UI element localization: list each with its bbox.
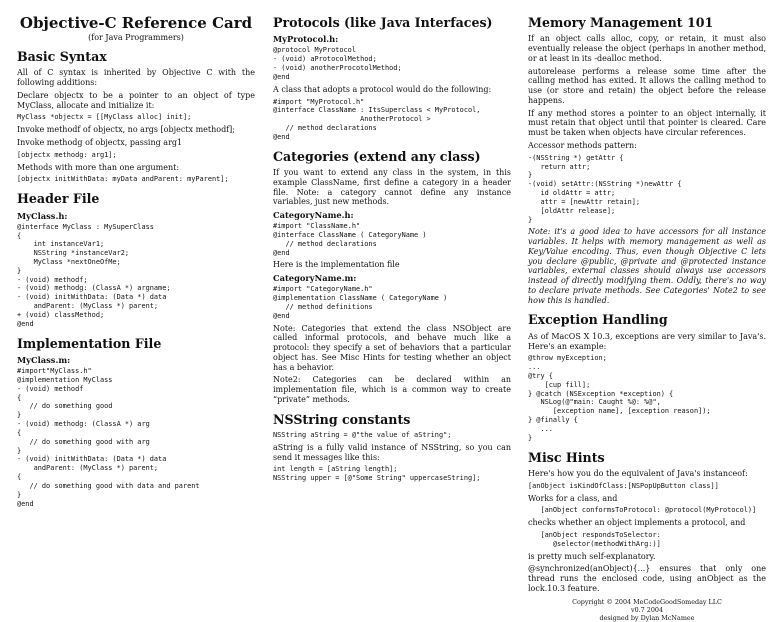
column-middle <box>273 10 511 486</box>
header-file-label: MyClass.h: <box>17 210 68 221</box>
code-implementation-file: #import"MyClass.h" @implementation MyClass - (void) methodf { // do something good } - (void) methodg: (ClassA *) arg { // do something good with arg } - (void) initWithData: (Data *) data andParent: (MyClass *) parent; { // do something good with data and parent } @end <box>17 367 200 508</box>
code-exceptions: @throw myException; ... @try { [cup fill]; } @catch (NSException *exception) { NSLog(@"main: Caught %@: %@", [exception name], [exception reason]); } @finally { ... } <box>528 354 711 442</box>
misc-instanceof-text: Here's how you do the equivalent of Java's instanceof: <box>528 469 748 479</box>
code-conformstoprotocol: [anObject conformsToProtocol: @protocol(MyProtocol)] <box>528 506 757 515</box>
categories-heading: Categories (extend any class) <box>273 148 481 164</box>
nsstring-text: aString is a fully valid instance of NSString, so you can send it messages like this: <box>273 442 511 462</box>
code-init-with-data: [objectx initWithData: myData andParent: myParent]; <box>17 175 229 184</box>
exceptions-intro: As of MacOS X 10.3, exceptions are very similar to Java's. Here's an example: <box>528 331 766 351</box>
memory-p3: If any method stores a pointer to an object internally, it must retain that object until that pointer is cleared. Care must be taken when objects have circular references. <box>528 108 766 138</box>
header-file-heading: Header File <box>17 191 100 207</box>
footer-version: v0.7 2004 <box>630 605 664 614</box>
category-header-label: CategoryName.h: <box>273 210 354 221</box>
categories-note2: Note2: Categories can be declared within an implementation file, which is a common way to create “private” methods. <box>273 375 511 404</box>
exceptions-heading: Exception Handling <box>528 312 668 328</box>
code-accessors: -(NSString *) getAttr { return attr; } -(void) setAttr:(NSString *)newAttr { id oldAttr = attr; attr = [newAttr retain]; [oldAttr release]; } <box>528 153 682 224</box>
basic-syntax-heading: Basic Syntax <box>17 49 107 64</box>
memory-p2: autorelease performs a release some time after the calling method has exited. It allows the calling method to use (or store and retain) the object before the release happens. <box>528 66 766 105</box>
page-subtitle: (for Java Programmers) <box>88 33 184 42</box>
memory-p4: Accessor methods pattern: <box>528 140 637 150</box>
misc-synchronized-text: @synchronized(anObject){...} ensures that only one thread runs the enclosed code, using anObject as the lock.10.3 feature. <box>528 564 766 593</box>
misc-hints-heading: Misc Hints <box>528 449 605 465</box>
code-header-file: @interface MyClass : MySuperClass { int instanceVar1; NSString *instanceVar2; MyClass *nextOneOfMe; } - (void) methodf; - (void) methodg: (ClassA *) argname; - (void) initWithData: (Data *) data andParent: (MyClass *) parent; + (void) classMethod; @end <box>17 222 171 328</box>
implementation-file-label: MyClass.m: <box>17 355 71 366</box>
misc-checks-text: checks whether an object implements a protocol, and <box>528 518 746 528</box>
column-right <box>528 10 766 622</box>
category-impl-label: CategoryName.m: <box>273 273 357 284</box>
protocols-adopt-text: A class that adopts a protocol would do the following: <box>273 84 492 94</box>
memory-p1: If an object calls alloc, copy, or retain, it must also eventually release the object (perhaps in another method, or at least in its -dealloc method. <box>528 34 766 63</box>
basic-syntax-multi-args: Methods with more than one argument: <box>17 162 180 172</box>
misc-self-explanatory: is pretty much self-explanatory. <box>528 551 656 561</box>
categories-impl-text: Here is the implementation file <box>273 260 400 270</box>
code-respondstoselector: [anObject respondsToSelector: @selector(methodWithArg:)] <box>540 530 661 548</box>
code-protocol: @protocol MyProtocol - (void) aProtocolMethod; - (void) anotherProcotolMethod; @end <box>273 46 402 81</box>
memory-note: Note: it's a good idea to have accessors for all instance variables. It helps with memory management as well as Key/Value encoding. Thus, even though Objective C lets you declare @public, @private and @protected instance variables, external classes should always use accessors instead of directly modifying them. Oddly, there's no way to declare private methods. See Categories' Note2 to see how this is handled. <box>528 227 766 305</box>
code-category-header: #import "ClassName.h" @interface ClassName ( CategoryName ) // method declarations @end <box>273 222 427 257</box>
categories-note: Note: Categories that extend the class NSObject are called informal protocols, and behave much like a protocol: they specify a set of behaviors that a particular object has. See Misc Hints for testing whether an object has a behavior. <box>273 323 511 372</box>
protocols-heading: Protocols (like Java Interfaces) <box>273 15 493 30</box>
misc-works-text: Works for a class, and <box>528 493 618 503</box>
code-nsstring-constant: NSString aString = @"the value of aString"; <box>273 430 452 439</box>
footer-copyright: Copyright © 2004 MeCodeGoodSomeday LLC <box>572 597 722 606</box>
basic-syntax-invoke-f: Invoke methodf of objectx, no args [objectx methodf]; <box>17 125 235 135</box>
code-iskindofclass: [anObject isKindOfClass:[NSPopUpButton class]] <box>528 481 719 490</box>
categories-intro: If you want to extend any class in the system, in this example ClassName, first define a category in a header file. Note: a category cannot define any instance variables, just new methods. <box>273 168 511 207</box>
code-category-impl: #import "CategoryName.h" @implementation ClassName ( CategoryName ) // method definitions @end <box>273 285 448 320</box>
code-alloc-init: MyClass *objectx = [[MyClass alloc] init]; <box>17 113 192 122</box>
basic-syntax-invoke-g: Invoke methodg of objectx, passing arg1 <box>17 138 183 148</box>
basic-syntax-declare: Declare objectx to be a pointer to an object of type MyClass, allocate and initialize it: <box>17 90 255 110</box>
protocol-file-label: MyProtocol.h: <box>273 34 339 45</box>
code-protocol-adopt: #import "MyProtocol.h" @interface ClassName : ItsSuperclass < MyProtocol, AnotherProtocol > // method declarations @end <box>273 97 481 141</box>
page-title: Objective-C Reference Card <box>19 14 253 32</box>
implementation-file-heading: Implementation File <box>17 335 162 351</box>
code-nsstring-messages: int length = [aString length]; NSString upper = [@"Some String" uppercaseString]; <box>273 465 481 483</box>
column-left <box>17 10 255 511</box>
basic-syntax-intro: All of C syntax is inherited by Objective C with the following additions: <box>17 68 255 88</box>
code-methodg: [objectx methodg: arg1]; <box>17 150 117 159</box>
memory-heading: Memory Management 101 <box>528 15 714 30</box>
nsstring-heading: NSString constants <box>273 411 411 427</box>
footer-designer: designed by Dylan McNamee <box>599 613 695 622</box>
footer <box>528 598 766 622</box>
